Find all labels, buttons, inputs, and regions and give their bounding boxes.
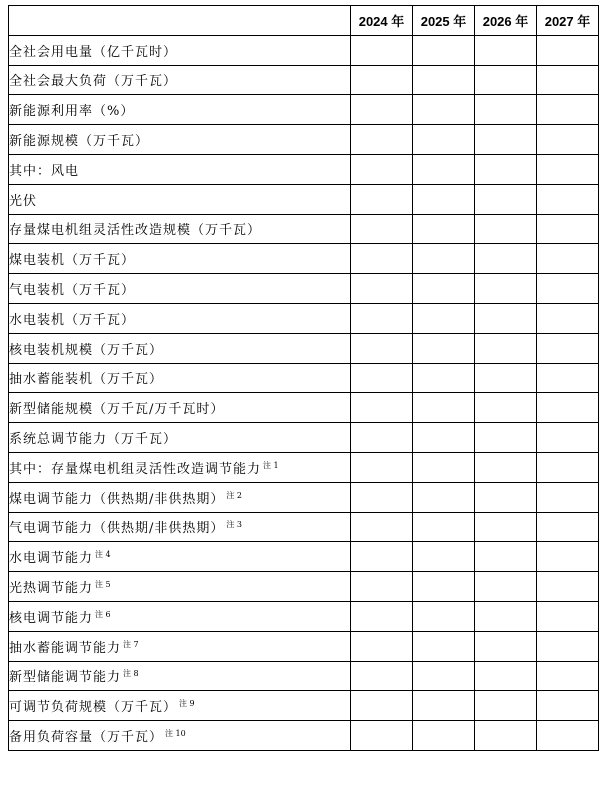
row-label-cell — [9, 35, 351, 65]
table-row — [9, 65, 599, 95]
empty-value-cell — [475, 184, 537, 214]
footnote-marker: 注 3 — [226, 520, 243, 530]
table-row — [9, 184, 599, 214]
empty-value-cell — [537, 154, 599, 184]
row-label: 备用负荷容量（万千瓦） — [9, 730, 164, 746]
empty-value-cell — [413, 333, 475, 363]
table-row — [9, 95, 599, 125]
table-row — [9, 154, 599, 184]
empty-value-cell — [413, 65, 475, 95]
empty-value-cell — [351, 393, 413, 423]
empty-value-cell — [475, 691, 537, 721]
empty-value-cell — [537, 393, 599, 423]
empty-value-cell — [537, 125, 599, 155]
empty-value-cell — [475, 65, 537, 95]
empty-value-cell — [351, 631, 413, 661]
empty-value-cell — [537, 35, 599, 65]
footnote-marker: 注 10 — [165, 729, 186, 739]
table-row — [9, 631, 599, 661]
empty-value-cell — [351, 601, 413, 631]
empty-value-cell — [537, 661, 599, 691]
empty-value-cell — [475, 274, 537, 304]
table-row — [9, 244, 599, 274]
empty-value-cell — [351, 125, 413, 155]
empty-value-cell — [351, 274, 413, 304]
empty-value-cell — [537, 631, 599, 661]
row-label-cell — [9, 601, 351, 631]
empty-value-cell — [475, 95, 537, 125]
row-label: 系统总调节能力（万千瓦） — [9, 432, 178, 448]
row-label-cell — [9, 482, 351, 512]
empty-value-cell — [413, 542, 475, 572]
row-label-cell — [9, 154, 351, 184]
empty-value-cell — [475, 661, 537, 691]
empty-value-cell — [537, 65, 599, 95]
empty-value-cell — [475, 423, 537, 453]
empty-value-cell — [537, 363, 599, 393]
row-label: 其中：风电 — [9, 163, 80, 179]
empty-value-cell — [537, 244, 599, 274]
empty-value-cell — [537, 482, 599, 512]
empty-value-cell — [351, 35, 413, 65]
empty-value-cell — [351, 452, 413, 482]
row-label-cell — [9, 691, 351, 721]
row-label-cell — [9, 274, 351, 304]
empty-value-cell — [537, 721, 599, 751]
row-label-cell — [9, 572, 351, 602]
table-row — [9, 452, 599, 482]
row-label: 水电调节能力 — [9, 551, 94, 567]
empty-value-cell — [537, 303, 599, 333]
empty-value-cell — [537, 274, 599, 304]
row-label-cell — [9, 542, 351, 572]
table-row — [9, 542, 599, 572]
empty-value-cell — [537, 512, 599, 542]
empty-value-cell — [351, 214, 413, 244]
table-row — [9, 721, 599, 751]
empty-value-cell — [475, 125, 537, 155]
empty-value-cell — [475, 333, 537, 363]
empty-value-cell — [413, 95, 475, 125]
empty-value-cell — [537, 423, 599, 453]
empty-value-cell — [475, 482, 537, 512]
row-label: 抽水蓄能装机（万千瓦） — [9, 372, 164, 388]
empty-value-cell — [413, 35, 475, 65]
table-row — [9, 572, 599, 602]
empty-value-cell — [475, 572, 537, 602]
row-label: 光热调节能力 — [9, 581, 94, 597]
row-label-cell — [9, 721, 351, 751]
row-label-cell — [9, 452, 351, 482]
header-cell-2024: 2024 年 — [351, 6, 413, 36]
row-label: 气电装机（万千瓦） — [9, 283, 136, 299]
empty-value-cell — [475, 393, 537, 423]
row-label: 新能源规模（万千瓦） — [9, 134, 150, 150]
row-label-cell — [9, 333, 351, 363]
empty-value-cell — [413, 691, 475, 721]
row-label-cell — [9, 184, 351, 214]
row-label: 光伏 — [9, 193, 38, 209]
row-label-cell — [9, 214, 351, 244]
empty-value-cell — [475, 35, 537, 65]
empty-value-cell — [351, 691, 413, 721]
footnote-marker: 注 9 — [179, 699, 195, 709]
table-row — [9, 512, 599, 542]
empty-value-cell — [413, 125, 475, 155]
empty-value-cell — [475, 512, 537, 542]
header-cell-label — [9, 6, 351, 36]
empty-value-cell — [351, 333, 413, 363]
row-label: 气电调节能力（供热期/非供热期） — [9, 521, 225, 537]
empty-value-cell — [351, 542, 413, 572]
row-label-cell — [9, 661, 351, 691]
empty-value-cell — [351, 95, 413, 125]
footnote-marker: 注 5 — [95, 580, 111, 590]
empty-value-cell — [537, 601, 599, 631]
header-cell-2027: 2027 年 — [537, 6, 599, 36]
empty-value-cell — [537, 572, 599, 602]
row-label-cell — [9, 512, 351, 542]
empty-value-cell — [413, 661, 475, 691]
row-label: 煤电装机（万千瓦） — [9, 253, 136, 269]
row-label-cell — [9, 65, 351, 95]
header-cell-2025: 2025 年 — [413, 6, 475, 36]
empty-value-cell — [475, 601, 537, 631]
empty-value-cell — [413, 482, 475, 512]
row-label: 水电装机（万千瓦） — [9, 312, 136, 328]
row-label: 存量煤电机组灵活性改造规模（万千瓦） — [9, 223, 262, 239]
table-row — [9, 393, 599, 423]
footnote-marker: 注 2 — [226, 490, 243, 500]
row-label: 抽水蓄能调节能力 — [9, 640, 122, 656]
empty-value-cell — [537, 95, 599, 125]
row-label: 核电装机规模（万千瓦） — [9, 342, 164, 358]
empty-value-cell — [413, 154, 475, 184]
empty-value-cell — [351, 721, 413, 751]
row-label: 新能源利用率（%） — [9, 104, 135, 120]
empty-value-cell — [351, 512, 413, 542]
row-label-cell — [9, 631, 351, 661]
empty-value-cell — [351, 482, 413, 512]
row-label: 新型储能调节能力 — [9, 670, 122, 686]
empty-value-cell — [351, 303, 413, 333]
empty-value-cell — [351, 363, 413, 393]
empty-value-cell — [475, 542, 537, 572]
empty-value-cell — [413, 184, 475, 214]
empty-value-cell — [413, 631, 475, 661]
empty-value-cell — [475, 721, 537, 751]
empty-value-cell — [351, 154, 413, 184]
table-row — [9, 35, 599, 65]
row-label-cell — [9, 125, 351, 155]
empty-value-cell — [475, 244, 537, 274]
empty-value-cell — [351, 572, 413, 602]
row-label: 可调节负荷规模（万千瓦） — [9, 700, 178, 716]
row-label: 核电调节能力 — [9, 610, 94, 626]
table-body — [9, 35, 599, 750]
empty-value-cell — [413, 274, 475, 304]
table-row — [9, 125, 599, 155]
empty-value-cell — [537, 214, 599, 244]
row-label-cell — [9, 423, 351, 453]
empty-value-cell — [351, 244, 413, 274]
empty-value-cell — [413, 214, 475, 244]
table-row — [9, 214, 599, 244]
table-row — [9, 691, 599, 721]
empty-value-cell — [413, 512, 475, 542]
row-label-cell — [9, 363, 351, 393]
empty-value-cell — [413, 393, 475, 423]
table-row — [9, 333, 599, 363]
row-label: 全社会用电量（亿千瓦时） — [9, 44, 178, 60]
empty-value-cell — [475, 631, 537, 661]
table-row — [9, 423, 599, 453]
table-row — [9, 274, 599, 304]
footnote-marker: 注 4 — [95, 550, 111, 560]
table-row — [9, 661, 599, 691]
header-cell-2026: 2026 年 — [475, 6, 537, 36]
empty-value-cell — [537, 542, 599, 572]
empty-value-cell — [475, 363, 537, 393]
empty-value-cell — [475, 154, 537, 184]
empty-value-cell — [537, 691, 599, 721]
empty-value-cell — [413, 244, 475, 274]
row-label: 新型储能规模（万千瓦/万千瓦时） — [9, 402, 225, 418]
empty-value-cell — [475, 214, 537, 244]
row-label-cell — [9, 303, 351, 333]
row-label: 全社会最大负荷（万千瓦） — [9, 74, 178, 90]
empty-value-cell — [351, 65, 413, 95]
row-label-cell — [9, 393, 351, 423]
empty-value-cell — [413, 363, 475, 393]
table-row — [9, 363, 599, 393]
empty-value-cell — [351, 184, 413, 214]
row-label: 煤电调节能力（供热期/非供热期） — [9, 491, 225, 507]
footnote-marker: 注 7 — [123, 639, 139, 649]
empty-value-cell — [413, 721, 475, 751]
empty-value-cell — [537, 452, 599, 482]
empty-value-cell — [537, 333, 599, 363]
footnote-marker: 注 1 — [263, 460, 279, 470]
footnote-marker: 注 6 — [95, 609, 111, 619]
table-row — [9, 601, 599, 631]
row-label: 其中：存量煤电机组灵活性改造调节能力 — [9, 461, 262, 477]
row-label-cell — [9, 244, 351, 274]
header-row — [9, 6, 599, 36]
table-row — [9, 482, 599, 512]
empty-value-cell — [413, 452, 475, 482]
empty-value-cell — [413, 572, 475, 602]
table-row — [9, 303, 599, 333]
empty-value-cell — [351, 423, 413, 453]
empty-value-cell — [475, 452, 537, 482]
empty-value-cell — [475, 303, 537, 333]
row-label-cell — [9, 95, 351, 125]
planning-table — [8, 5, 599, 751]
empty-value-cell — [413, 423, 475, 453]
empty-value-cell — [351, 661, 413, 691]
empty-value-cell — [537, 184, 599, 214]
empty-value-cell — [413, 601, 475, 631]
footnote-marker: 注 8 — [123, 669, 139, 679]
empty-value-cell — [413, 303, 475, 333]
